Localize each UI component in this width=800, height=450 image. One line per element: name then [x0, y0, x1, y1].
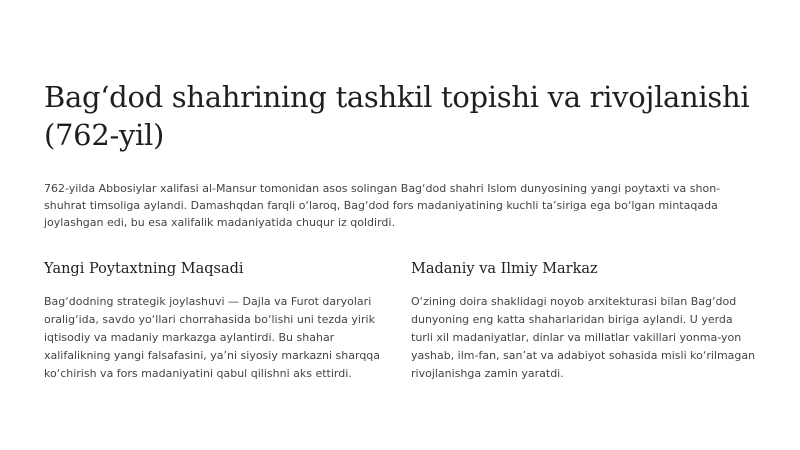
- page-title: Bagʻdod shahrining tashkil topishi va rivojlanishi (762-yil): [44, 80, 750, 152]
- two-column-section: [44, 259, 756, 383]
- column-left: [44, 259, 389, 383]
- section-heading-new-capital: Yangi Poytaxtning Maqsadi: [44, 261, 244, 277]
- column-right: [411, 259, 756, 383]
- section-text-cultural-center: O‘zining doira shaklidagi noyob arxitekturasi bilan Bag‘dod dunyoning eng katta shaharlaridan biriga aylandi. U yerda turli xil madaniyatlar, dinlar va millatlar vakillari yonma-yon yashab, ilm-fan, san’at va adabiyot sohasida misli ko‘rilmagan rivojlanishga zamin yaratdi.: [411, 295, 756, 380]
- section-heading-cultural-center: Madaniy va Ilmiy Markaz: [411, 261, 598, 277]
- intro-paragraph: 762-yilda Abbosiylar xalifasi al-Mansur tomonidan asos solingan Bag‘dod shahri Islom dunyosining yangi poytaxti va shon-shuhrat timsoliga aylandi. Damashqdan farqli o‘laroq, Bag‘dod fors madaniyatining kuchli ta’siriga ega bo‘lgan mintaqada joylashgan edi, bu esa xalifalik madaniyatida chuqur iz qoldirdi.: [44, 182, 721, 229]
- section-text-new-capital: Bag‘dodning strategik joylashuvi — Dajla va Furot daryolari oralig‘ida, savdo yo‘llari chorrahasida bo‘lishi uni tezda yirik iqtisodiy va madaniy markazga aylantirdi. Bu shahar xalifalikning yangi falsafasini, ya’ni siyosiy markazni sharqqa ko‘chirish va fors madaniyatini qabul qilishni aks ettirdi.: [44, 295, 381, 380]
